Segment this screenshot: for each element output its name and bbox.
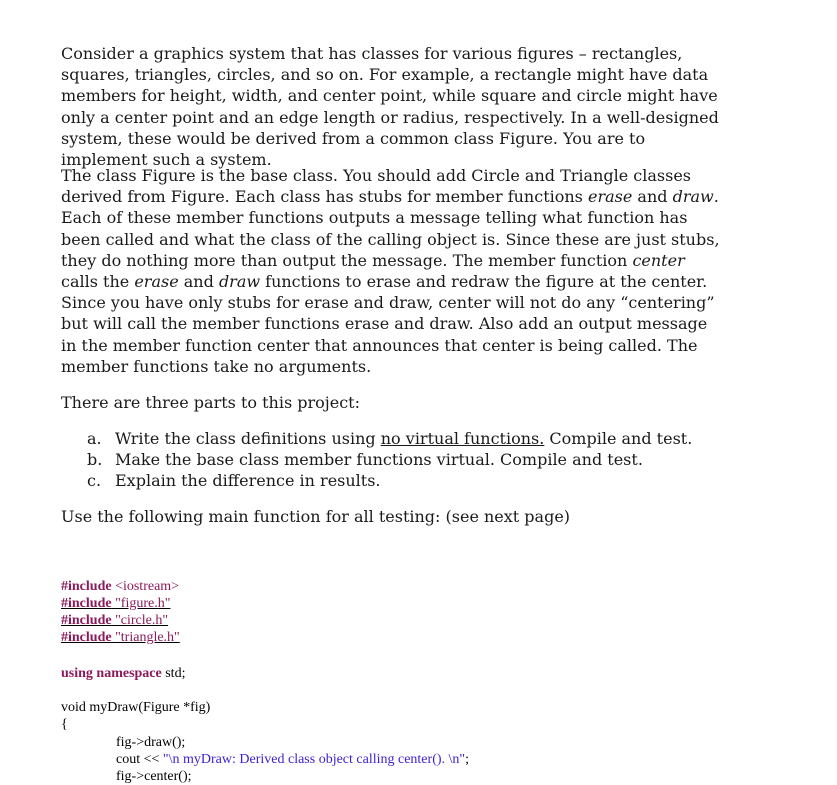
list-item-text: Make the base class member functions virtual. Compile and test. <box>115 450 643 469</box>
intro-paragraph: Consider a graphics system that has classes for various figures – rectangles, squares, triangles, circles, and so on. For example, a rectangle might have data members for height, width, and center point, while square and circle might have only a center point and an edge length or radius, respectively. In a well-designed system, these would be derived from a common class Figure. You are to implement such a system. <box>61 44 719 170</box>
list-marker: a. <box>87 429 102 448</box>
list-item <box>87 428 692 449</box>
list-item <box>87 470 692 491</box>
main-function-note: Use the following main function for all testing: (see next page) <box>61 507 571 526</box>
no-virtual-emphasis: no virtual functions. <box>380 429 545 448</box>
text-segment: and <box>178 272 219 292</box>
list-item-text: Explain the difference in results. <box>115 471 381 490</box>
draw-term: draw <box>672 187 714 207</box>
text-segment: functions to erase and redraw the figure at the center. Since you have only stubs for erase and draw, center will not do any “centering” but will call the member functions erase and draw. Also add an output message in the member function center that announces that center is being called. The member functions take no arguments. <box>61 272 715 376</box>
code-line: fig->center(); <box>116 769 192 784</box>
requirements-paragraph <box>61 165 721 377</box>
draw-term: draw <box>218 272 261 292</box>
include-header: "circle.h" <box>111 613 169 628</box>
erase-term: erase <box>587 187 633 207</box>
using-directive: using namespace std; <box>61 666 186 681</box>
code-line: cout << "\n myDraw: Derived class object calling center(). \n"; <box>116 752 470 767</box>
code-line: #include <iostream> <box>61 579 180 594</box>
include-header: <iostream> <box>111 579 180 594</box>
string-literal: "\n myDraw: Derived class object calling center(). \n" <box>162 752 466 767</box>
text-segment: . Each of these member functions outputs a message telling what function has been called and what the class of the calling object is. Since these are just stubs, they do nothing more than output the message. The member function <box>61 187 720 270</box>
parts-intro: There are three parts to this project: <box>61 393 360 412</box>
code-line: #include "figure.h" <box>61 596 171 611</box>
list-marker: c. <box>87 471 102 490</box>
function-body <box>116 734 469 785</box>
erase-term: erase <box>134 272 179 292</box>
include-header: "figure.h" <box>111 596 171 611</box>
include-header: "triangle.h" <box>111 630 180 645</box>
text-segment: and <box>632 187 673 207</box>
list-marker: b. <box>87 450 103 469</box>
code-line: #include "circle.h" <box>61 613 169 628</box>
list-item <box>87 449 692 470</box>
code-line: fig->draw(); <box>116 735 186 750</box>
include-block <box>61 578 180 646</box>
text-segment: The class Figure is the base class. You should add Circle and Triangle classes derived from Figure. Each class has stubs for member functions <box>61 166 692 207</box>
text-segment: calls the <box>61 272 135 292</box>
center-term: center <box>632 250 685 270</box>
list-item-text: Write the class definitions using no virtual functions. Compile and test. <box>115 429 693 448</box>
open-brace: { <box>61 717 68 732</box>
function-signature: void myDraw(Figure *fig) <box>61 700 211 715</box>
code-line: #include "triangle.h" <box>61 630 180 645</box>
parts-list <box>87 428 692 491</box>
